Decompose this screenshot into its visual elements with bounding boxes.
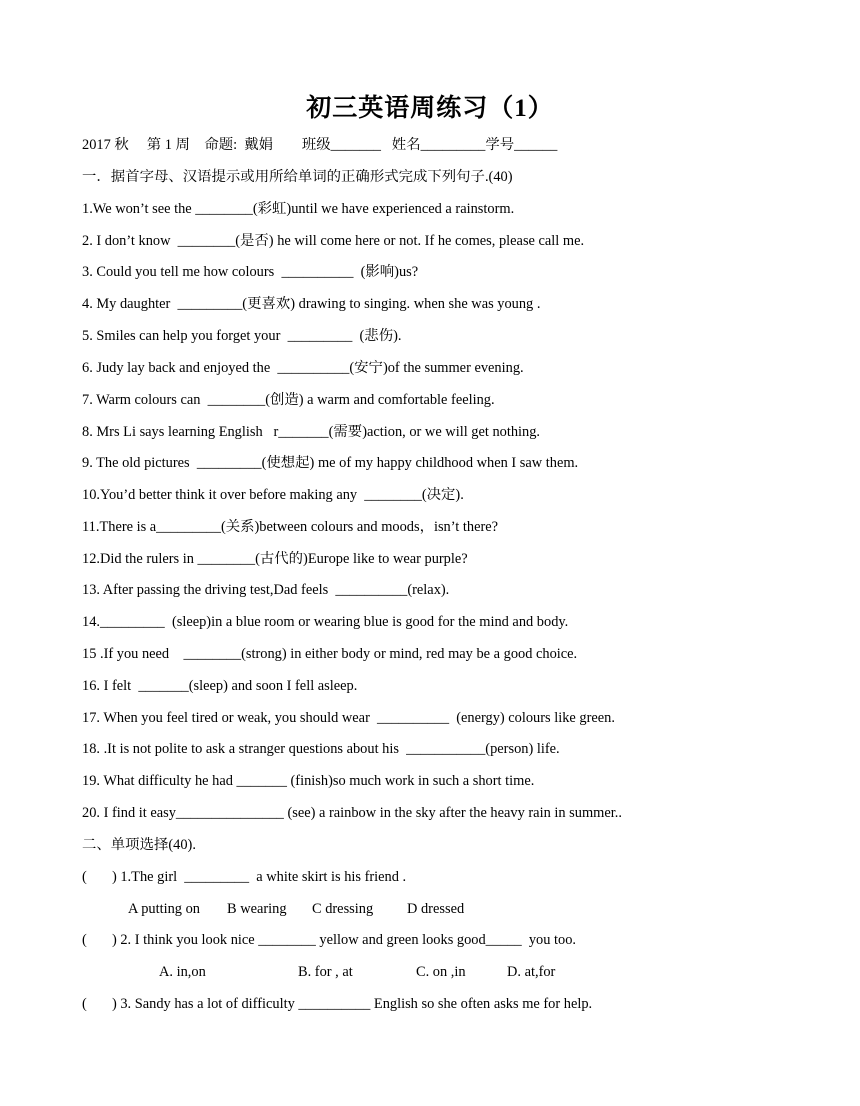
question-item: 11.There is a_________(关系)between colours and moods，isn’t there? [82,519,499,535]
question-item: 13. After passing the driving test,Dad feels __________(relax). [82,582,450,598]
section-2-heading: 二、单项选择(40). [82,837,196,853]
q1-option-d: D dressed [407,901,465,917]
question-item: 6. Judy lay back and enjoyed the __________(安宁)of the summer evening. [82,360,524,376]
section-1-heading: 一．据首字母、汉语提示或用所给单词的正确形式完成下列句子.(40) [82,169,513,185]
page-title: 初三英语周练习（1） [306,95,554,122]
question-item: 10.You’d better think it over before making any ________(决定). [82,487,464,503]
q1-option-a: A putting on [128,901,200,917]
question-item: 12.Did the rulers in ________(古代的)Europe like to wear purple? [82,551,468,567]
question-item: 15 .If you need ________(strong) in either body or mind, red may be a good choice. [82,646,578,662]
q2-option-b: B. for , at [298,964,353,980]
q2-option-d: D. at,for [507,964,556,980]
q2-option-a: A. in,on [159,964,206,980]
question-item: 20. I find it easy_______________ (see) a rainbow in the sky after the heavy rain in summer.. [82,805,622,821]
question-item: 9. The old pictures _________(使想起) me of my happy childhood when I saw them. [82,455,579,471]
question-item: 3. Could you tell me how colours __________ (影响)us? [82,264,419,280]
question-item: 16. I felt _______(sleep) and soon I fell asleep. [82,678,358,694]
question-item: 14._________ (sleep)in a blue room or wearing blue is good for the mind and body. [82,614,569,630]
question-item: 18. .It is not polite to ask a stranger questions about his ___________(person) life. [82,741,560,757]
question-item: 1.We won’t see the ________(彩虹)until we have experienced a rainstorm. [82,201,515,217]
header-info-line: 2017 秋 第 1 周 命题: 戴娟 班级_______ 姓名_________学号______ [82,137,558,153]
choice-question-3: ( ) 3. Sandy has a lot of difficulty __________ English so she often asks me for help. [82,996,593,1012]
q1-option-c: C dressing [312,901,374,917]
question-item: 8. Mrs Li says learning English r_______(需要)action, or we will get nothing. [82,424,541,440]
choice-question-2: ( ) 2. I think you look nice ________ yellow and green looks good_____ you too. [82,932,577,948]
choice-question-1: ( ) 1.The girl _________ a white skirt is his friend . [82,869,407,885]
q2-option-c: C. on ,in [416,964,466,980]
question-item: 17. When you feel tired or weak, you should wear __________ (energy) colours like green. [82,710,615,726]
q1-option-b: B wearing [227,901,287,917]
question-item: 5. Smiles can help you forget your _________ (悲伤). [82,328,402,344]
question-item: 4. My daughter _________(更喜欢) drawing to singing. when she was young . [82,296,541,312]
question-item: 7. Warm colours can ________(创造) a warm and comfortable feeling. [82,392,495,408]
question-item: 19. What difficulty he had _______ (finish)so much work in such a short time. [82,773,535,789]
question-item: 2. I don’t know ________(是否) he will come here or not. If he comes, please call me. [82,233,585,249]
